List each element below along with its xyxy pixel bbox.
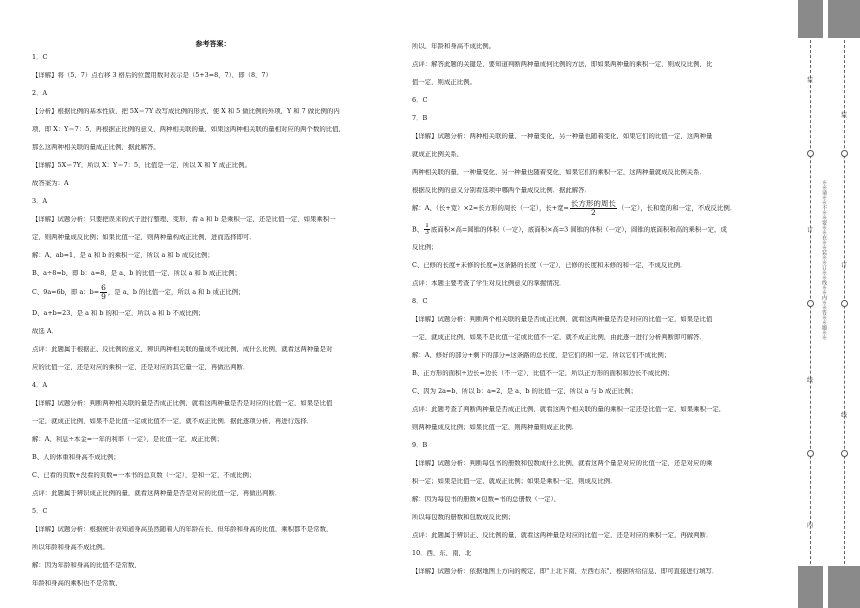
answer-line: D、a+b=23，是 a 和 b 的和一定，所以 a 和 b 不成比例； xyxy=(32,310,205,317)
binding-mark: 装 xyxy=(807,77,814,84)
answer-line: 所以年龄和身高不成比例。 xyxy=(32,544,109,551)
answer-line: 解：因为每包书的册数×包数=书的总册数（一定）， xyxy=(412,496,561,503)
answer-line: 故答案为：A xyxy=(32,180,69,187)
question-number: 3．A xyxy=(32,198,48,205)
answer-line: 点评：此题属于辨识正、反比例的量，就看这两种量是对应的比值一定，还是对应的乘积一定，再做判断． xyxy=(412,532,713,539)
binding-margin xyxy=(795,0,860,608)
question-number: 1．C xyxy=(32,54,48,61)
answer-line: 点评：此题属于根据正、反比例的意义，辨识两种相关联的量成不成比例，成什么比例，就看这两种量是对 xyxy=(32,346,333,353)
fraction: $\frac{6}{9}$ xyxy=(101,284,106,300)
binding-gray-top-inner xyxy=(798,0,823,38)
answer-line: 【分析】根据比例的基本性质，把 5X＝7Y 改写成比例的形式，使 X 和 5 做比例的外项，Y 和 7 做比例的内 xyxy=(32,108,340,115)
binding-hole xyxy=(807,450,814,457)
answer-line: 【详解】试题分析：两种相关联的量，一种量变化，另一种量也随着变化，如果它们的比值一定，这两种量 xyxy=(412,133,713,140)
answer-line: 定，则两种量成反比例；如果比值一定，则两种量构成正比例，进而选择即可． xyxy=(32,234,256,241)
answer-line: C、因为 2a=b，所以 b：a=2，是 a、b 的比值一定，所以 a 与 b 成正比例； xyxy=(412,388,637,395)
answer-line: 反比例； xyxy=(412,244,438,251)
answer-line: 【详解】5X＝7Y，所以 X：Y＝7：5，比值是一定，所以 X 和 Y 成正比例。 xyxy=(32,162,251,169)
binding-hole xyxy=(841,150,848,157)
answer-line: 解：A、ab=1，是 a 和 b 的乘积一定，所以 a 和 b 成反比例； xyxy=(32,252,214,259)
question-number: 5．C xyxy=(32,508,48,515)
answer-line: 解：A、利息÷本金=一年的利率（一定），是比值一定，成正比例； xyxy=(32,436,224,443)
answer-line: 根据反比例的意义分别看选项中哪两个量成反比例．据此解答． xyxy=(412,187,591,194)
answer-line: 点评：此题考查了判断两种量是否成正比例，就看这两个相关联的量的乘积一定还是比值一定，如果乘积一定， xyxy=(412,406,726,413)
answer-line: 就成正比例关系， xyxy=(412,151,464,158)
binding-notice: ※※请※※不※※要※※在※※装※※订※※线※※内※※答※※题※※ xyxy=(821,180,827,340)
binding-hole xyxy=(807,300,814,307)
binding-mark: 订 xyxy=(841,262,848,269)
binding-mark: 线 xyxy=(807,377,814,384)
fraction: $\frac{1}{3}$ xyxy=(425,223,429,236)
answer-line: 年龄和身高的乘积也不是常数， xyxy=(32,580,122,587)
answer-line: 解：A、（长+宽）×2=长方形的周长（一定），长+宽= $\frac{\text{长方形的周长}}{2}$ （一定），长和宽的和一定，不成反比例． xyxy=(412,200,737,216)
binding-mark: 线 xyxy=(841,412,848,419)
answer-line: 则两种量成反比例；如果比值一定，则两种量则成正比例． xyxy=(412,424,579,431)
answer-line: 【详解】试题分析：依据地图上方向的规定，即"上北下南，左西右东"，根据所给信息，即可直接进行填写． xyxy=(412,568,719,575)
answer-line: 点评：解答此题的关键是，要知道判断两种量成何比例的方法，即如果两种量的乘积一定，则成反比例，比 xyxy=(412,61,713,68)
binding-gray-top-outer xyxy=(828,0,860,38)
binding-hole xyxy=(841,300,848,307)
binding-gray-bottom-outer xyxy=(828,566,860,608)
answer-title: 参考答案： xyxy=(195,39,231,48)
answer-line: B、a÷8=b，即 b：a=8，是 a、b 的比值一定，所以 a 和 b 成正比例； xyxy=(32,270,241,277)
answer-line: 【详解】试题分析：判断每包书的册数和包数成什么比例，就看这两个量是对应的比值一定，还是对应的乘 xyxy=(412,460,713,467)
answer-line: 【详解】试题分析：根据统计表知道身高虽然随着人的年龄在长，但年龄和身高的比值，乘积都不是常数， xyxy=(32,526,333,533)
binding-hole xyxy=(807,150,814,157)
binding-mark: 订 xyxy=(807,227,814,234)
answer-line: 所以，年龄和身高不成比例。 xyxy=(412,43,496,50)
answer-line: 点评：此题属于辨识成正比例的量，就看这两种量是否是对应的比值一定，再做出判断． xyxy=(32,490,282,497)
answer-line: 那么这两种相关联的量成正比例，据此解答。 xyxy=(32,144,160,151)
question-number: 8．C xyxy=(412,298,428,305)
question-number: 7．B xyxy=(412,115,428,122)
question-number: 4．A xyxy=(32,382,48,389)
answer-line: 【详解】试题分析：判断两种相关联的量是否成正比例，就看这两种量是否是对应的比值一定，如果是比值 xyxy=(32,400,333,407)
binding-hole xyxy=(841,450,848,457)
answer-line: B、 $\frac{1}{3}$ 底面积×高=圆锥的体积（一定），底面积×高=3 圆锥的体积（一定），圆锥的底面积和高的乘积一定，成 xyxy=(412,223,727,236)
fraction: $\frac{\text{长方形的周长}}{2}$ xyxy=(570,200,616,216)
question-number: 6．C xyxy=(412,97,428,104)
answer-line: 点评：本题主要考查了学生对反比例意义的掌握情况． xyxy=(412,280,566,287)
answer-line: 【详解】试题分析：判断两个相关联的量是否成正比例，就看这两种量是否是对应的比值一定，如果是比值 xyxy=(412,316,713,323)
binding-mark: 内 xyxy=(807,522,814,529)
binding-mark: 装 xyxy=(841,112,848,119)
answer-line: C、已看的页数+没看的页数=一本书的总页数（一定），是和一定，不成比例； xyxy=(32,472,256,479)
answer-line: 项，即 X：Y＝7：5，再根据正比例的意义，两种相关联的量，如果这两种相关联的量相对应的两个数的比值， xyxy=(32,126,345,133)
answer-line: 应的比值一定，还是对应的乘积一定，还是对应的其它量一定，再做出判断． xyxy=(32,364,250,371)
answer-line: B、正方形的面积÷边长=边长（不一定），比值不一定，所以正方形的面积和边长不成比例； xyxy=(412,370,674,377)
answer-line: B、人的体重和身高不成比例； xyxy=(32,454,120,461)
answer-line: 【详解】试题分析：只要把误来的式子进行整理、变形，看 a 和 b 是乘积一定，还是比值一定，如果乘积一 xyxy=(32,216,336,223)
question-number: 2．A xyxy=(32,90,48,97)
answer-line: 值一定，则成正比例。 xyxy=(412,79,476,86)
answer-line: 一定，就成正比例，如果不是比值一定或比值不一定，就不成正比例．据此逐项分析，再进行选择． xyxy=(32,418,314,425)
question-number: 9．B xyxy=(412,442,428,449)
answer-line: C、9a=6b，即 a：b= $\frac{6}{9}$ ，是 a、b 的比值一定，所以 a 和 b 成正比例； xyxy=(32,284,245,300)
answer-line: C、已修的长度+未修的长度=这条路的长度（一定），已修的长度和未修的和一定，不成反比例． xyxy=(412,262,687,269)
answer-line: 【详解】将（5，7）点右移 3 格后的位置用数对表示是（5+3=8，7），即（8，7） xyxy=(32,72,272,79)
answer-line: 解：因为年龄和身高的比值不是常数， xyxy=(32,562,141,569)
answer-line: 两种相关联的量，一种量变化，另一种量也随着变化，如果它们的乘积一定，这两种量就成反比例关系． xyxy=(412,169,706,176)
binding-gray-bottom-inner xyxy=(798,566,823,608)
answer-line: 一定，就成正比例，如果不是比值一定或比值不一定，就不成正比例，由此逐一进行分析判断即可解答． xyxy=(412,334,706,341)
answer-line: 故选 A． xyxy=(32,328,58,335)
answer-line: 所以每包数的册数和包数成反比例； xyxy=(412,514,515,521)
answer-line: 积一定；如果是比值一定，就成正比例；如果是乘积一定，则成反比例． xyxy=(412,478,617,485)
question-number: 10．西，东，南，北 xyxy=(412,550,472,557)
answer-line: 解：A、修好的部分+剩下的部分=这条路的总长度，是它们的和一定，所以它们不成比例； xyxy=(412,352,671,359)
